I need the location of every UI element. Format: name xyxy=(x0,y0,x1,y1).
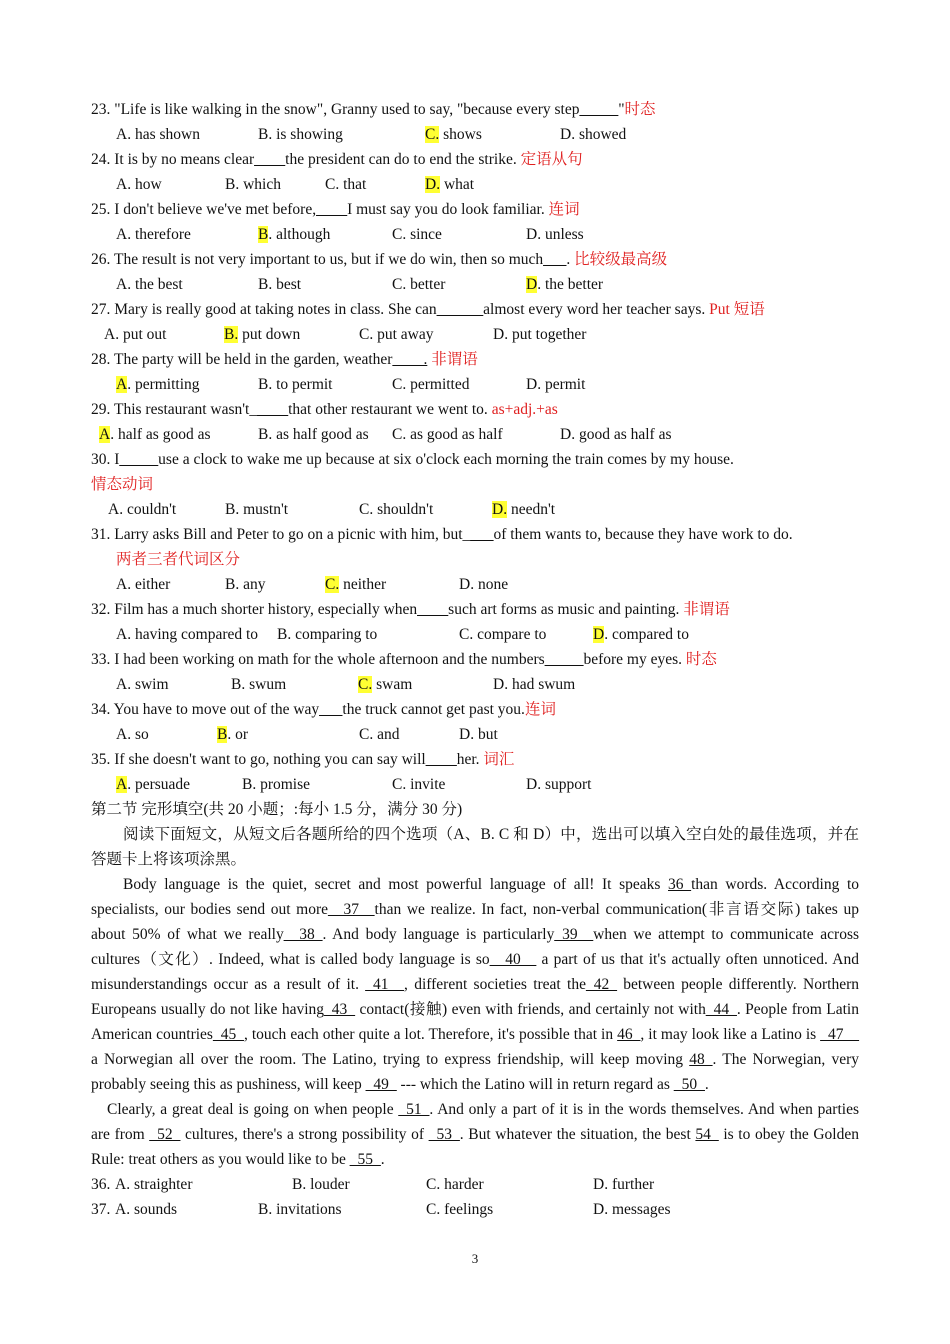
options-row xyxy=(91,572,859,597)
option-a[interactable]: A. the best xyxy=(116,276,183,293)
option-c[interactable]: C. harder xyxy=(426,1176,484,1193)
question-26 xyxy=(91,247,859,297)
passage-paragraph-1: Body language is the quiet, secret and most powerful language of all! It speaks 36 than words. According to specialists, our bodies send out more__37__than we realize. In fact, non-verbal communication(非言语交际) takes up about 50% of what we really__38_. And body language is particularly_39__when we attempt to communicate across cultures（文化）. Indeed, what is called body language is so__40__ a part of us that it's actually often unnoticed. And misunderstandings occur as a result of it. _41__, different societies treat the_42_ between people differently. Northern Europeans usually do not like having_43_ contact(接触) even with friends, and certainly not with_44_. People from Latin American countries_45_, touch each other quite a lot. Therefore, it's possible that in 46_, it may look like a Latino is _47__ a Norwegian all over the room. The Latino, trying to express friendship, will keep moving 48_. The Norwegian, very probably seeing this as pushiness, will keep _49_ --- which the Latino will in return regard as _50_. xyxy=(91,876,860,1093)
options-row xyxy=(91,722,859,747)
cloze-options-37 xyxy=(91,1197,859,1222)
grammar-tag: 比较级最高级 xyxy=(574,251,668,268)
grammar-tag: as+adj.+as xyxy=(491,401,558,418)
option-d[interactable]: D. had swum xyxy=(493,676,576,693)
cloze-options-36 xyxy=(91,1172,859,1197)
blank-49[interactable]: _49_ xyxy=(365,1076,397,1093)
question-stem: 27. Mary is really good at taking notes in class. She can______almost every word her teacher says. Put 短语 xyxy=(91,301,765,318)
blank-52[interactable]: _52_ xyxy=(149,1126,181,1143)
options-row xyxy=(91,222,859,247)
option-b[interactable]: B. louder xyxy=(292,1176,350,1193)
question-27 xyxy=(91,297,859,347)
question-30 xyxy=(91,447,859,522)
option-c[interactable]: C. compare to xyxy=(459,626,547,643)
question-29 xyxy=(91,397,859,447)
option-a[interactable]: A. half as good as xyxy=(99,426,211,443)
grammar-tag: 连词 xyxy=(548,201,580,218)
blank-43[interactable]: _43_ xyxy=(324,1001,356,1018)
question-stem: 30. I_____use a clock to wake me up because at six o'clock each morning the train comes by my house. xyxy=(91,451,734,468)
grammar-tag: 词汇 xyxy=(483,751,515,768)
blank-55[interactable]: _55_ xyxy=(349,1151,381,1168)
question-24 xyxy=(91,147,859,197)
option-c[interactable]: C. swam xyxy=(358,676,413,693)
grammar-tag: Put 短语 xyxy=(709,301,765,318)
option-b[interactable]: B. promise xyxy=(242,776,311,793)
grammar-tag: 情态动词 xyxy=(91,476,154,493)
option-b[interactable]: B. comparing to xyxy=(277,626,378,643)
options-row xyxy=(91,322,859,347)
answer-highlight: C. xyxy=(425,126,440,143)
option-a[interactable]: A. so xyxy=(116,726,149,743)
blank-45[interactable]: _45_ xyxy=(212,1026,244,1043)
answer-highlight: D xyxy=(593,626,605,643)
blank-50[interactable]: _50_ xyxy=(673,1076,705,1093)
grammar-tag: 非谓语 xyxy=(431,351,478,368)
question-33 xyxy=(91,647,859,697)
option-b[interactable]: B. best xyxy=(258,276,302,293)
options-row xyxy=(91,672,859,697)
option-d[interactable]: D. good as half as xyxy=(560,426,672,443)
option-c[interactable]: C. as good as half xyxy=(392,426,503,443)
option-a[interactable]: A. either xyxy=(116,576,171,593)
grammar-tag-line xyxy=(91,472,859,497)
option-c[interactable]: C. permitted xyxy=(392,376,470,393)
answer-highlight: D. xyxy=(425,176,441,193)
option-a[interactable]: A. permitting xyxy=(116,376,200,393)
option-a[interactable]: A. has shown xyxy=(116,126,200,143)
option-d[interactable]: D. none xyxy=(459,576,509,593)
question-number: 36. xyxy=(91,1176,111,1193)
grammar-tag: 两者三者代词区分 xyxy=(116,551,241,568)
option-c[interactable]: C. that xyxy=(325,176,367,193)
blank-40[interactable]: __40__ xyxy=(489,951,537,968)
option-b[interactable]: B. put down xyxy=(224,326,301,343)
option-a[interactable]: A. therefore xyxy=(116,226,191,243)
grammar-tag: 连词 xyxy=(524,701,556,718)
blank-47[interactable]: _47__ xyxy=(820,1026,859,1043)
instructions: 阅读下面短文，从短文后各题所给的四个选项（A、B. C 和 D）中，选出可以填入空白处的最佳选项，并在答题卡上将该项涂黑。 xyxy=(91,826,859,868)
passage-paragraph-2: Clearly, a great deal is going on when people _51_. And only a part of it is in the words themselves. And when parties are from _52_ cultures, there's a strong possibility of _53_. But whatever the situation, the best 54_ is to obey the Golden Rule: treat others as you would like to be _55_. xyxy=(91,1101,859,1168)
grammar-tag: 定语从句 xyxy=(520,151,583,168)
answer-highlight: B xyxy=(258,226,269,243)
blank-54[interactable]: 54_ xyxy=(695,1126,719,1143)
question-35 xyxy=(91,747,859,797)
option-c[interactable]: C. invite xyxy=(392,776,446,793)
answer-highlight: B. xyxy=(224,326,239,343)
option-d[interactable]: D. unless xyxy=(526,226,584,243)
blank-41[interactable]: _41__ xyxy=(365,976,405,993)
option-a[interactable]: A. sounds xyxy=(115,1201,178,1218)
option-a[interactable]: A. straighter xyxy=(115,1176,193,1193)
blank-36[interactable]: 36 xyxy=(668,876,692,893)
options-row xyxy=(91,622,859,647)
blank-37[interactable]: __37__ xyxy=(328,901,375,918)
option-a[interactable]: A. put out xyxy=(104,326,167,343)
question-stem: 23. "Life is like walking in the snow", Granny used to say, "because every step_____"时态 xyxy=(91,101,656,118)
answer-highlight: D. xyxy=(492,501,508,518)
options-row xyxy=(91,372,859,397)
answer-highlight: A xyxy=(99,426,111,443)
options-row xyxy=(91,122,859,147)
question-25 xyxy=(91,197,859,247)
option-d[interactable]: D. put together xyxy=(493,326,587,343)
options-row xyxy=(91,272,859,297)
option-d[interactable]: D. but xyxy=(459,726,498,743)
options-row xyxy=(91,772,859,797)
option-d[interactable]: D. support xyxy=(526,776,592,793)
question-23 xyxy=(91,97,859,147)
question-stem: 31. Larry asks Bill and Peter to go on a picnic with him, but____of them wants to, because they have work to do. xyxy=(91,526,793,543)
exam-page xyxy=(91,97,859,1222)
option-d[interactable]: D. what xyxy=(425,176,475,193)
question-number: 37. xyxy=(91,1201,111,1218)
blank-38[interactable]: __38_ xyxy=(283,926,323,943)
blank-46[interactable]: 46_ xyxy=(617,1026,641,1043)
question-stem: 32. Film has a much shorter history, especially when____such art forms as music and painting. 非谓语 xyxy=(91,601,730,618)
answer-highlight: C. xyxy=(358,676,373,693)
question-34 xyxy=(91,697,859,747)
option-c[interactable]: C. neither xyxy=(325,576,387,593)
question-stem: 29. This restaurant wasn't_____that other restaurant we went to. as+adj.+as xyxy=(91,401,558,418)
answer-highlight: B xyxy=(217,726,228,743)
option-a[interactable]: A. swim xyxy=(116,676,169,693)
cloze-passage xyxy=(91,872,859,1172)
option-b[interactable]: B. invitations xyxy=(258,1201,342,1218)
options-row xyxy=(91,172,859,197)
question-28 xyxy=(91,347,859,397)
option-a[interactable]: A. persuade xyxy=(116,776,191,793)
answer-highlight: C. xyxy=(325,576,340,593)
blank-48[interactable]: 48_ xyxy=(689,1051,713,1068)
blank-39[interactable]: _39__ xyxy=(554,926,594,943)
option-b[interactable]: B. which xyxy=(225,176,281,193)
question-31 xyxy=(91,522,859,597)
option-d[interactable]: D. the better xyxy=(526,276,604,293)
option-c[interactable]: C. better xyxy=(392,276,446,293)
option-b[interactable]: B. mustn't xyxy=(225,501,289,518)
option-c[interactable]: C. since xyxy=(392,226,442,243)
question-stem: 34. You have to move out of the way___the truck cannot get past you.连词 xyxy=(91,701,556,718)
question-stem: 24. It is by no means clear____the president can do to end the strike. 定语从句 xyxy=(91,151,583,168)
question-stem: 26. The result is not very important to us, but if we do win, then so much___. 比较级最高级 xyxy=(91,251,668,268)
option-c[interactable]: C. feelings xyxy=(426,1201,494,1218)
answer-highlight: A xyxy=(116,776,128,793)
question-stem: 33. I had been working on math for the whole afternoon and the numbers_____before my eyes. 时态 xyxy=(91,651,717,668)
option-d[interactable]: D. permit xyxy=(526,376,586,393)
option-b[interactable]: B. although xyxy=(258,226,331,243)
option-a[interactable]: A. couldn't xyxy=(108,501,177,518)
option-c[interactable]: C. and xyxy=(359,726,400,743)
grammar-tag-line xyxy=(91,547,859,572)
blank-51[interactable]: _51_ xyxy=(398,1101,430,1118)
question-stem: 25. I don't believe we've met before,____I must say you do look familiar. 连词 xyxy=(91,201,580,218)
grammar-tag: 时态 xyxy=(685,651,717,668)
page-number: 3 xyxy=(471,1251,479,1266)
blank-53[interactable]: _53_ xyxy=(428,1126,460,1143)
option-b[interactable]: B. swum xyxy=(231,676,287,693)
option-d[interactable]: D. compared to xyxy=(593,626,689,643)
options-row xyxy=(91,422,859,447)
option-d[interactable]: D. messages xyxy=(593,1201,671,1218)
section-title: 第二节 完形填空(共 20 小题；:每小 1.5 分，满分 30 分) xyxy=(91,801,463,818)
blank-42[interactable]: _42_ xyxy=(585,976,617,993)
options-row xyxy=(91,497,859,522)
option-a[interactable]: A. having compared to xyxy=(116,626,259,643)
question-32 xyxy=(91,597,859,647)
option-c[interactable]: C. shouldn't xyxy=(359,501,434,518)
answer-highlight: D xyxy=(526,276,538,293)
grammar-tag: 时态 xyxy=(624,101,656,118)
option-c[interactable]: C. put away xyxy=(359,326,434,343)
question-stem: 35. If she doesn't want to go, nothing you can say will____her. 词汇 xyxy=(91,751,515,768)
option-b[interactable]: B. to permit xyxy=(258,376,333,393)
blank-44[interactable]: _44_ xyxy=(705,1001,737,1018)
option-b[interactable]: B. or xyxy=(217,726,249,743)
option-b[interactable]: B. is showing xyxy=(258,126,343,143)
option-d[interactable]: D. showed xyxy=(560,126,627,143)
grammar-tag: 非谓语 xyxy=(683,601,730,618)
option-b[interactable]: B. any xyxy=(225,576,266,593)
question-stem: 28. The party will be held in the garden, weather____. 非谓语 xyxy=(91,351,478,368)
option-d[interactable]: D. needn't xyxy=(492,501,556,518)
option-a[interactable]: A. how xyxy=(116,176,162,193)
option-c[interactable]: C. shows xyxy=(425,126,482,143)
answer-highlight: A xyxy=(116,376,128,393)
option-b[interactable]: B. as half good as xyxy=(258,426,369,443)
option-d[interactable]: D. further xyxy=(593,1176,655,1193)
